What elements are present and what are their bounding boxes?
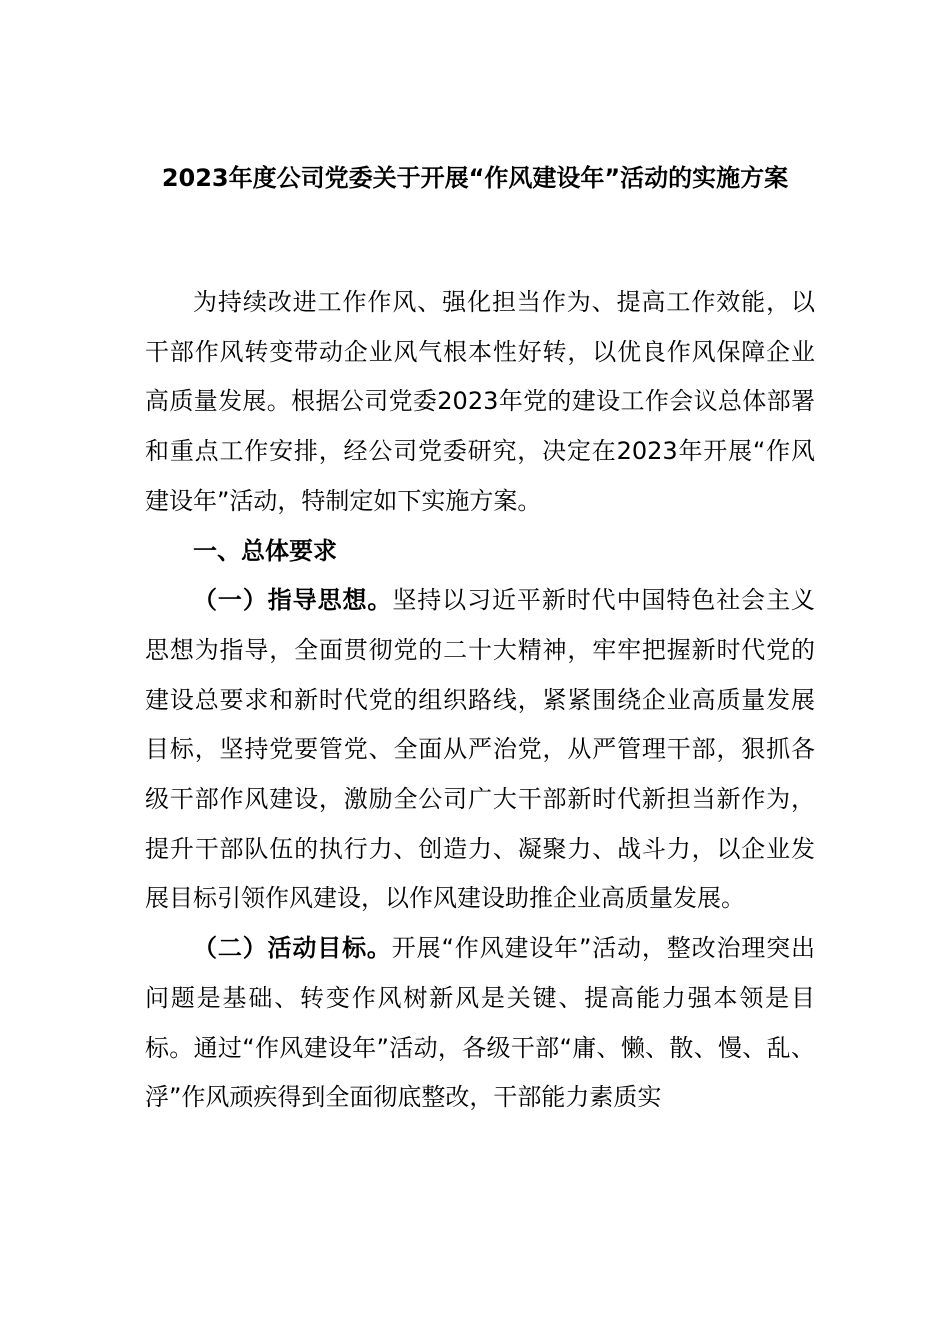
section-heading-general-requirements: 一、总体要求: [193, 536, 337, 565]
item-guiding-ideology: [145, 576, 815, 924]
intro-paragraph: 为持续改进工作作风、强化担当作为、提高工作效能，以干部作风转变带动企业风气根本性好转，以优良作风保障企业高质量发展。根据公司党委2023年党的建设工作会议总体部署和重点工作安排，经公司党委研究，决定在2023年开展“作风建设年”活动，特制定如下实施方案。: [145, 288, 815, 515]
item-activity-goal: [145, 924, 815, 1123]
document-body: [145, 278, 815, 1123]
item-guiding-ideology-text: 坚持以习近平新时代中国特色社会主义思想为指导，全面贯彻党的二十大精神，牢牢把握新时代党的建设总要求和新时代党的组织路线，紧紧围绕企业高质量发展目标，坚持党要管党、全面从严治党，从严管理干部，狠抓各级干部作风建设，激励全公司广大干部新时代新担当新作为，提升干部队伍的执行力、创造力、凝聚力、战斗力，以企业发展目标引领作风建设，以作风建设助推企业高质量发展。: [145, 586, 816, 913]
item-activity-goal-text: 开展“作风建设年”活动，整改治理突出问题是基础、转变作风树新风是关键、提高能力强本领是目标。通过“作风建设年”活动，各级干部“庸、懒、散、慢、乱、浮”作风顽疾得到全面彻底整改，干部能力素质实: [145, 934, 815, 1112]
item-activity-goal-label: （二）活动目标。: [193, 934, 392, 963]
document-title: 2023年度公司党委关于开展“作风建设年”活动的实施方案: [161, 164, 789, 192]
item-guiding-ideology-label: （一）指导思想。: [193, 586, 393, 615]
